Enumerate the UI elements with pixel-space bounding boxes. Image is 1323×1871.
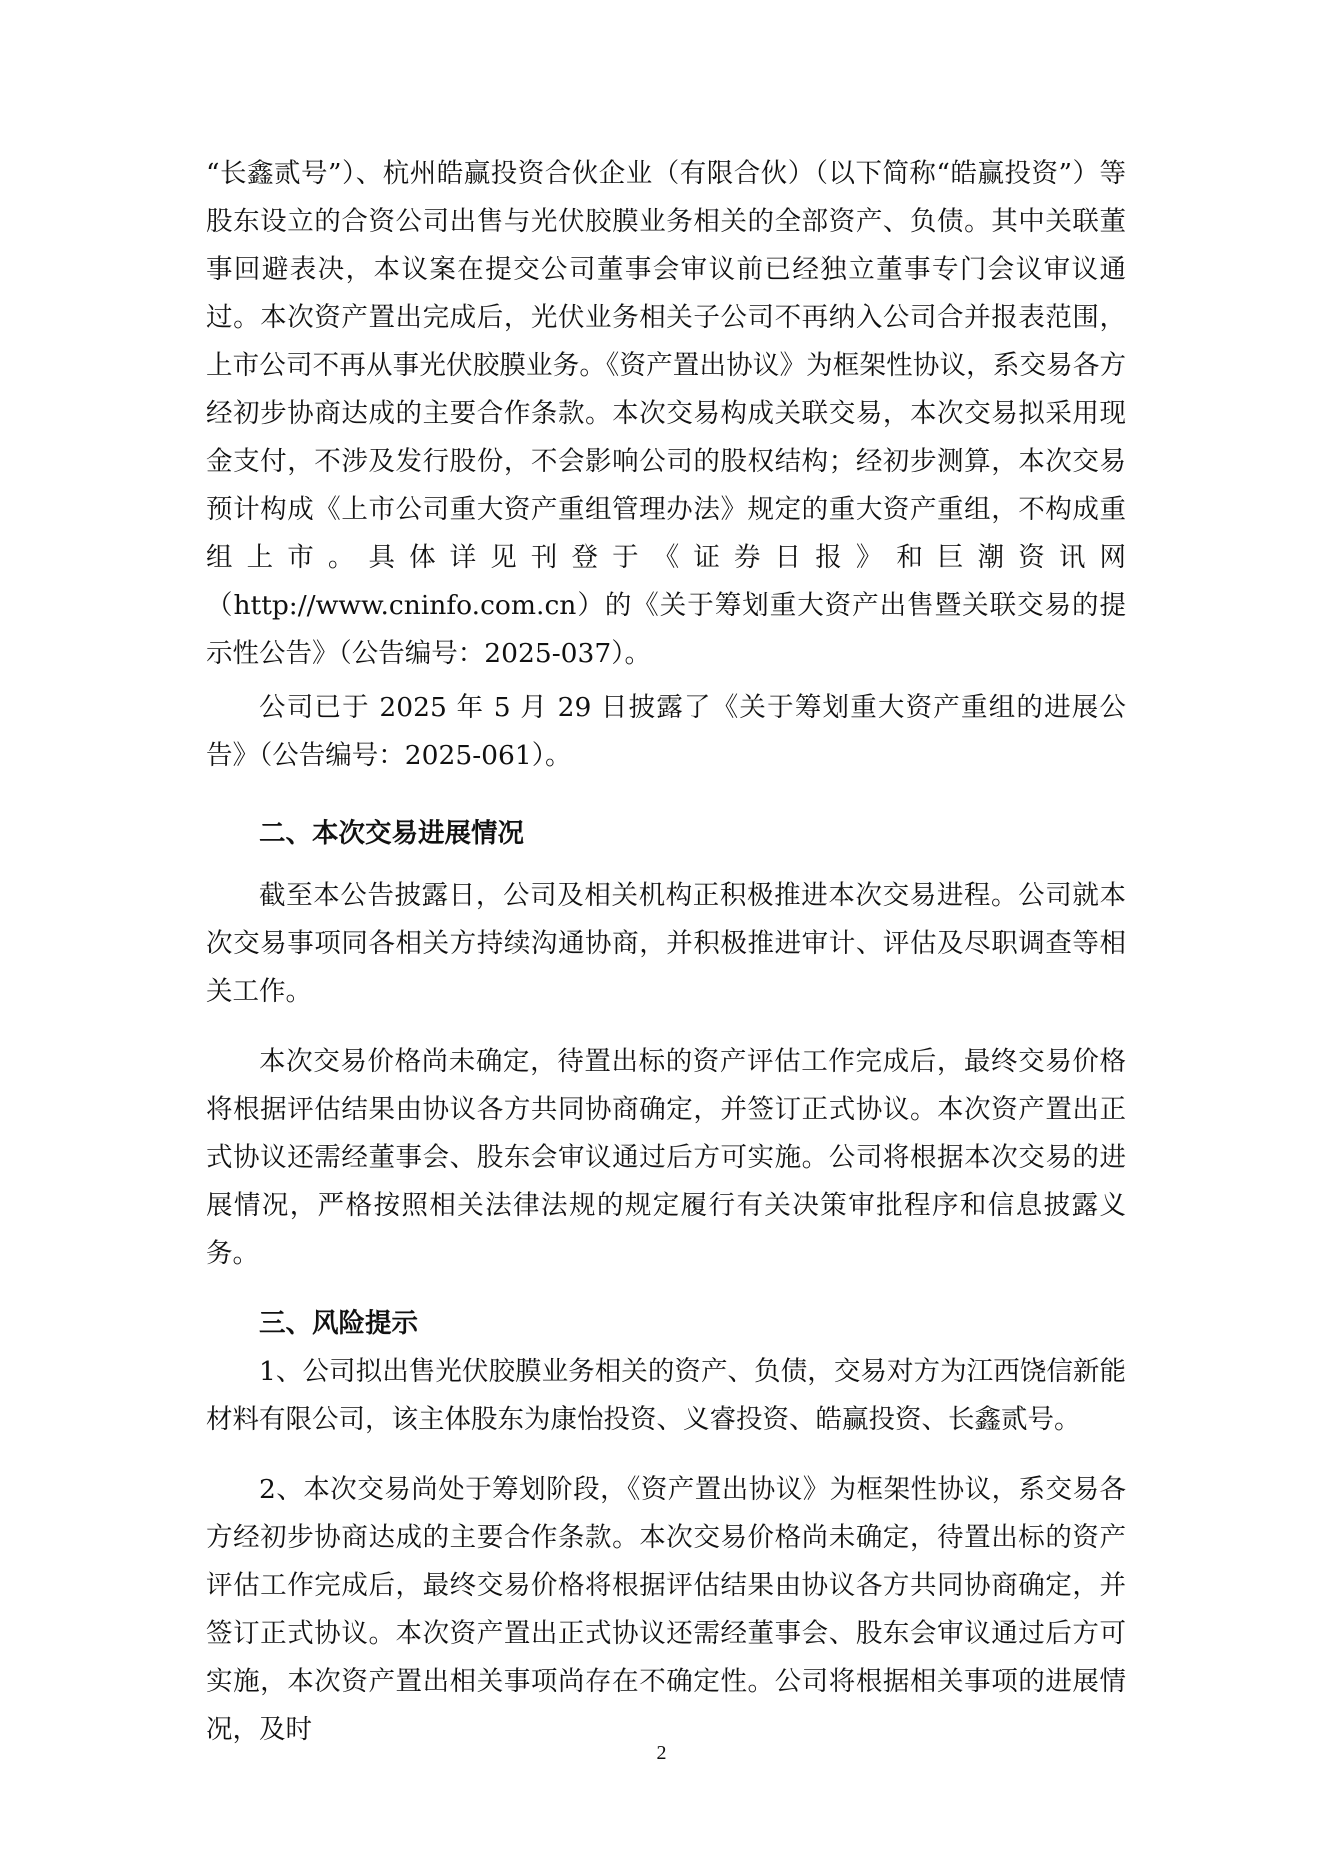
section-heading-progress: 二、本次交易进展情况: [259, 818, 524, 849]
document-page: [206, 150, 1126, 1754]
risk-paragraph-1: 1、公司拟出售光伏胶膜业务相关的资产、负债，交易对方为江西饶信新能材料有限公司，该主体股东为康怡投资、义睿投资、皓赢投资、长鑫贰号。: [206, 1356, 1126, 1435]
intro-paragraph-2: 公司已于 2025 年 5 月 29 日披露了《关于筹划重大资产重组的进展公告》（公告编号：2025-061）。: [206, 692, 1126, 771]
risk-paragraph-2: 2、本次交易尚处于筹划阶段，《资产置出协议》为框架性协议，系交易各方经初步协商达成的主要合作条款。本次交易价格尚未确定，待置出标的资产评估工作完成后，最终交易价格将根据评估结果由协议各方共同协商确定，并签订正式协议。本次资产置出正式协议还需经董事会、股东会审议通过后方可实施，本次资产置出相关事项尚存在不确定性。公司将根据相关事项的进展情况，及时: [206, 1474, 1126, 1745]
progress-paragraph-1: 截至本公告披露日，公司及相关机构正积极推进本次交易进程。公司就本次交易事项同各相关方持续沟通协商，并积极推进审计、评估及尽职调查等相关工作。: [206, 880, 1126, 1007]
intro-paragraph-1: “长鑫贰号”）、杭州皓赢投资合伙企业（有限合伙）（以下简称“皓赢投资”）等股东设立的合资公司出售与光伏胶膜业务相关的全部资产、负债。其中关联董事回避表决，本议案在提交公司董事会审议前已经独立董事专门会议审议通过。本次资产置出完成后，光伏业务相关子公司不再纳入公司合并报表范围，上市公司不再从事光伏胶膜业务。《资产置出协议》为框架性协议，系交易各方经初步协商达成的主要合作条款。本次交易构成关联交易，本次交易拟采用现金支付，不涉及发行股份，不会影响公司的股权结构；经初步测算，本次交易预计构成《上市公司重大资产重组管理办法》规定的重大资产重组，不构成重组上市。具体详见刊登于《证券日报》和巨潮资讯网（http://www.cninfo.com.cn）的《关于筹划重大资产出售暨关联交易的提示性公告》（公告编号：2025-037）。: [206, 158, 1126, 669]
progress-paragraph-2: 本次交易价格尚未确定，待置出标的资产评估工作完成后，最终交易价格将根据评估结果由协议各方共同协商确定，并签订正式协议。本次资产置出正式协议还需经董事会、股东会审议通过后方可实施。公司将根据本次交易的进展情况，严格按照相关法律法规的规定履行有关决策审批程序和信息披露义务。: [206, 1046, 1126, 1269]
page-number: 2: [656, 1742, 667, 1764]
section-heading-risk: 三、风险提示: [259, 1308, 418, 1339]
